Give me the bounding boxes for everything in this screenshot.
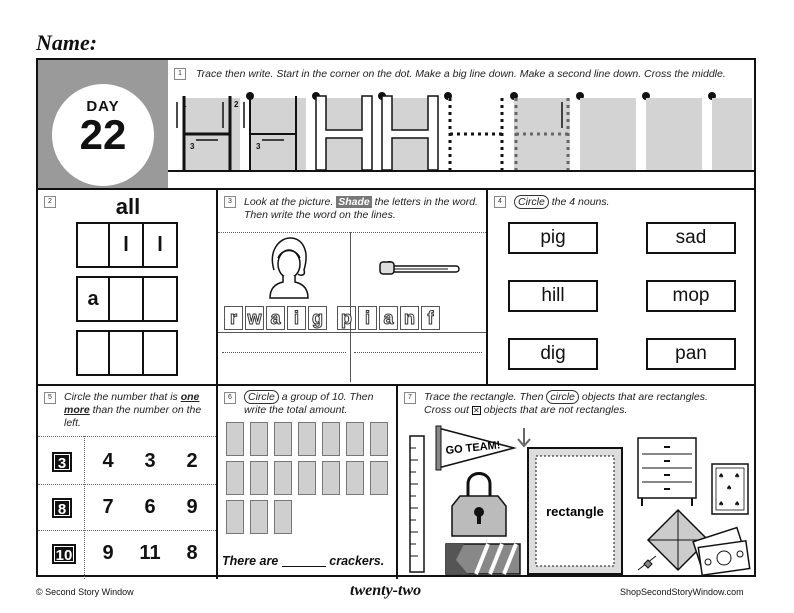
word-box-pig[interactable]: pig [508,222,598,254]
section-3-number: 3 [224,196,236,208]
number-option[interactable]: 7 [102,496,114,518]
instruction-text: a group of 10. Then write the total amount. [244,391,374,416]
section-5-instruction [64,391,214,430]
column-divider [84,436,85,579]
given-number: 3 [52,452,72,472]
instruction-part-d: objects that are not rectangles. [483,404,628,416]
circle-word: Circle [514,195,549,209]
grid-cell[interactable]: a [76,276,110,322]
cracker[interactable] [346,461,364,495]
divider-2-3 [216,188,218,384]
cracker[interactable] [226,500,244,534]
name-label: Name: [36,30,98,55]
number-option[interactable]: 6 [144,496,156,518]
section-1-number: 1 [174,68,186,80]
row-divider [38,484,216,485]
candy-bar-icon [446,544,520,574]
letter-cell[interactable]: g [308,306,327,330]
svg-text:♠: ♠ [718,472,725,480]
option-row [96,496,204,519]
instruction-bold: one more [64,391,200,416]
svg-text:♠: ♠ [726,484,733,492]
stroke-label-3: 3 [190,142,195,151]
word-box-mop[interactable]: mop [646,280,736,312]
section-6-number: 6 [224,392,236,404]
arrow-down-icon [518,428,530,446]
grid-cell[interactable]: l [110,222,144,268]
word-box-dig[interactable]: dig [508,338,598,370]
answer-sentence [222,554,384,568]
letter-cell[interactable]: w [245,306,264,330]
given-number: 8 [52,498,72,518]
copyright: © Second Story Window [36,587,134,597]
row-divider [38,436,216,437]
grid-cell[interactable] [110,330,144,376]
picture-area-top [218,232,486,233]
letter-cell[interactable]: a [266,306,285,330]
grid-cell[interactable] [76,222,110,268]
cracker[interactable] [298,422,316,456]
letter-cell[interactable]: i [358,306,377,330]
cracker[interactable] [226,422,244,456]
outline-h-2 [378,92,438,170]
svg-text:♠: ♠ [718,500,725,508]
svg-text:♠: ♠ [734,472,741,480]
shade-word: Shade [338,196,370,208]
grid-row-3 [76,330,178,376]
blank-h-1 [576,92,636,170]
section-4-number: 4 [494,196,506,208]
cracker[interactable] [250,461,268,495]
letter-cell[interactable]: f [421,306,440,330]
instruction-part-a: Look at the picture. [244,196,334,208]
row-divider [38,530,216,531]
word-grid [76,222,178,376]
day-word: DAY [86,98,120,115]
word-box-sad[interactable]: sad [646,222,736,254]
instruction-part-a: Trace the rectangle. Then [424,391,544,403]
grid-cell[interactable] [144,330,178,376]
cracker[interactable] [250,500,268,534]
number-option[interactable]: 2 [186,450,198,472]
answer-part-a: There are [222,554,279,568]
stroke-label-2: 2 [234,100,239,109]
answer-part-b: crackers. [329,554,385,568]
number-option[interactable]: 11 [139,542,161,564]
letter-cell[interactable]: p [337,306,356,330]
cracker[interactable] [226,461,244,495]
instruction-part-b: than the number on the left. [64,404,202,429]
girl-face-icon [264,236,314,300]
day-panel [38,60,168,190]
cracker[interactable] [250,422,268,456]
divider-6-7 [396,384,398,579]
rectangle-label: rectangle [546,504,604,519]
instruction-text: the 4 nouns. [551,196,610,208]
cracker[interactable] [274,461,292,495]
website-link[interactable]: ShopSecondStoryWindow.com [620,587,744,597]
instruction-part-b: objects that are rectangles. [581,391,708,403]
letter-row [224,306,440,330]
section-6-instruction [244,391,394,417]
day-badge [52,84,154,186]
grid-cell[interactable]: l [144,222,178,268]
letter-h-tracing [174,88,754,172]
stroke-label-3b: 3 [256,142,261,151]
cracker[interactable] [370,461,388,495]
grid-cell[interactable] [110,276,144,322]
cracker[interactable] [346,422,364,456]
number-option[interactable]: 3 [144,450,156,472]
blank-h-2 [642,92,702,170]
grid-cell[interactable] [144,276,178,322]
cracker-grid [226,422,392,534]
cracker[interactable] [322,422,340,456]
playing-card-icon [712,464,748,514]
section-3-instruction [244,196,484,222]
model-h-2 [244,92,306,170]
grid-row-1 [76,222,178,268]
row-2-top [38,188,756,190]
answer-blank[interactable] [282,566,326,567]
grid-cell[interactable] [76,330,110,376]
circle-word: circle [546,390,579,404]
cracker[interactable] [274,422,292,456]
target-word: all [115,194,141,219]
number-option[interactable]: 9 [102,542,114,564]
grid-row-2 [76,276,178,322]
number-option[interactable]: 4 [102,450,114,472]
day-number: 22 [79,111,127,158]
blank-h-3 [708,92,752,170]
option-row [96,450,204,473]
circle-word: Circle [244,390,279,404]
pennant-text: GO TEAM! [445,439,502,457]
given-number: 10 [52,544,76,564]
cracker[interactable] [322,461,340,495]
cracker[interactable] [298,461,316,495]
section-5-number: 5 [44,392,56,404]
instruction-part-b: the letters in the word. Then write the word on the lines. [244,196,478,221]
cracker[interactable] [274,500,292,534]
svg-text:♠: ♠ [734,500,741,508]
page-number-word: twenty-two [350,582,422,599]
instruction-part-a: Circle the number that is [64,391,181,403]
safety-pin-icon [378,256,462,280]
section-2-number: 2 [44,196,56,208]
option-row [96,542,204,565]
word-box-pan[interactable]: pan [646,338,736,370]
section-7-number: 7 [404,392,416,404]
section-1-instruction: Trace then write. Start in the corner on the dot. Make a big line down. Make a second line down. Cross the middle. [196,68,726,80]
number-option[interactable]: 8 [186,542,198,564]
section-7-instruction [424,391,754,417]
worksheet [36,58,756,577]
stroke-label-1: 1 [182,100,187,109]
dotted-h-1 [444,92,504,170]
ruler-icon [410,436,424,572]
cracker[interactable] [370,422,388,456]
word-box-hill[interactable]: hill [508,280,598,312]
write-line-2[interactable] [354,352,482,353]
dotted-h-2 [510,92,570,170]
letter-cell[interactable]: a [379,306,398,330]
letter-cell[interactable]: i [287,306,306,330]
outline-h-1 [312,92,372,170]
divider-5-6 [216,384,218,579]
writing-area-top [218,332,486,333]
shape-objects [406,424,754,576]
letter-cell[interactable]: r [224,306,243,330]
divider-3-4 [486,188,488,384]
cross-box-icon: ✕ [473,406,480,415]
letter-cell[interactable]: n [400,306,419,330]
write-line-1[interactable] [222,352,346,353]
dresser-icon [638,438,696,506]
section-4-instruction [514,196,610,209]
number-option[interactable]: 9 [186,496,198,518]
instruction-part-c: Cross out [424,404,469,416]
padlock-icon [452,474,506,537]
